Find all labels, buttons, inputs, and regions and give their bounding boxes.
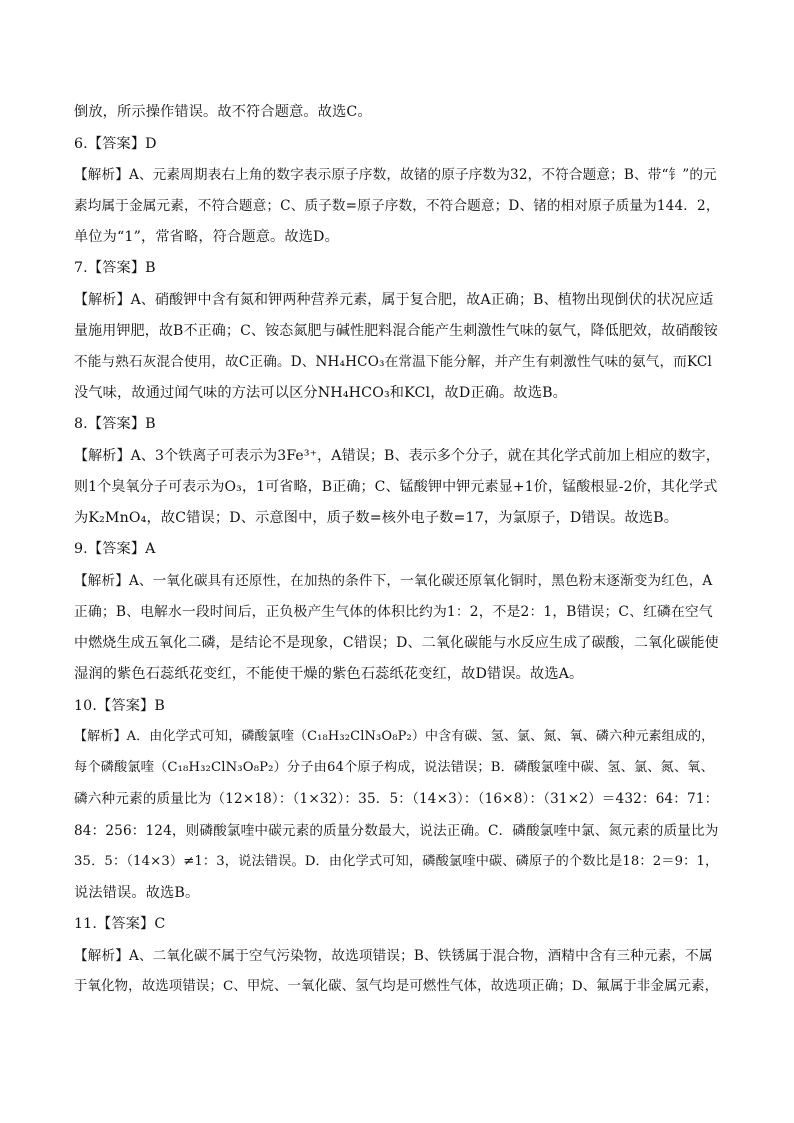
answer-heading: 11.【答案】C: [74, 916, 166, 932]
text-line: 素均属于金属元素，不符合题意；C、质子数=原子序数，不符合题意；D、锗的相对原子质量为144．2，: [74, 198, 720, 214]
text-line: 35．5：（14×3）≠1：3，说法错误。D．由化学式可知，磷酸氯喹中碳、磷原子的个数比是18：2＝9：1，: [74, 854, 719, 869]
text-line: 【解析】A、二氧化碳不属于空气污染物，故选项错误；B、铁锈属于混合物，酒精中含有三种元素，不属: [74, 948, 713, 964]
text-line: 每个磷酸氯喹（C₁₈H₃₂ClN₃O₈P₂）分子由64个原子构成，说法错误；B．磷酸氯喹中碳、氢、氯、氮、氧、: [74, 760, 714, 775]
text-line: 量施用钾肥，故B不正确；C、铵态氮肥与碱性肥料混合能产生刺激性气味的氨气，降低肥效，故硝酸铵: [74, 323, 718, 339]
answer-heading: 7.【答案】B: [74, 260, 156, 276]
text-line: 【解析】A、硝酸钾中含有氮和钾两种营养元素，属于复合肥，故A正确；B、植物出现倒伏的状况应适: [74, 292, 714, 308]
text-line: 中燃烧生成五氧化二磷，是结论不是现象，C错误；D、二氧化碳能与水反应生成了碳酸，二氧化碳能使: [74, 635, 719, 651]
text-line: 【解析】A、元素周期表右上角的数字表示原子序数，故锗的原子序数为32，不符合题意；B、带“钅”的元: [74, 167, 717, 183]
text-line: 不能与熟石灰混合使用，故C正确。D、NH₄HCO₃在常温下能分解，并产生有刺激性气味的氨气，而KCl: [74, 354, 712, 370]
answer-heading: 6.【答案】D: [74, 136, 157, 152]
text-line: 说法错误。故选B。: [74, 885, 200, 901]
text-line: 则1个臭氧分子可表示为O₃，1可省略，B正确；C、锰酸钾中钾元素显+1价，锰酸根显-2价，其化学式: [74, 479, 718, 495]
answer-heading: 8.【答案】B: [74, 416, 156, 432]
text-line: 湿润的紫色石蕊纸花变红，不能使干燥的紫色石蕊纸花变红，故D错误。故选A。: [74, 666, 584, 682]
text-line: 于氧化物，故选项错误；C、甲烷、一氧化碳、氢气均是可燃性气体，故选项正确；D、氟属于非金属元素，: [74, 979, 719, 994]
answer-heading: 10.【答案】B: [74, 698, 165, 714]
text-line: 【解析】A．由化学式可知，磷酸氯喹（C₁₈H₃₂ClN₃O₈P₂）中含有碳、氢、氯、氮、氧、磷六种元素组成的，: [74, 729, 715, 744]
text-line: 倒放，所示操作错误。故不符合题意。故选C。: [74, 104, 372, 120]
text-line: 【解析】A、一氧化碳具有还原性，在加热的条件下，一氧化碳还原氧化铜时，黑色粉末逐渐变为红色，A: [74, 573, 713, 589]
text-line: 为K₂MnO₄，故C错误；D、示意图中，质子数=核外电子数=17，为氯原子，D错误。故选B。: [74, 510, 679, 526]
text-line: 单位为“1”，常省略，符合题意。故选D。: [74, 229, 339, 245]
text-line: 正确；B、电解水一段时间后，正负极产生气体的体积比约为1：2，不是2：1，B错误；C、红磷在空气: [74, 604, 713, 620]
answer-heading: 9.【答案】A: [74, 541, 156, 557]
text-line: 磷六种元素的质量比为（12×18）：（1×32）：35．5：（14×3）：（16×8）：（31×2）＝432：64：71：: [74, 791, 719, 807]
text-line: 【解析】A、3个铁离子可表示为3Fe³⁺，A错误；B、表示多个分子，就在其化学式前加上相应的数字，: [74, 448, 720, 464]
text-line: 84：256：124，则磷酸氯喹中碳元素的质量分数最大，说法正确。C．磷酸氯喹中氯、氮元素的质量比为: [74, 823, 719, 839]
text-line: 没气味，故通过闻气味的方法可以区分NH₄HCO₃和KCl，故D正确。故选B。: [74, 385, 568, 401]
